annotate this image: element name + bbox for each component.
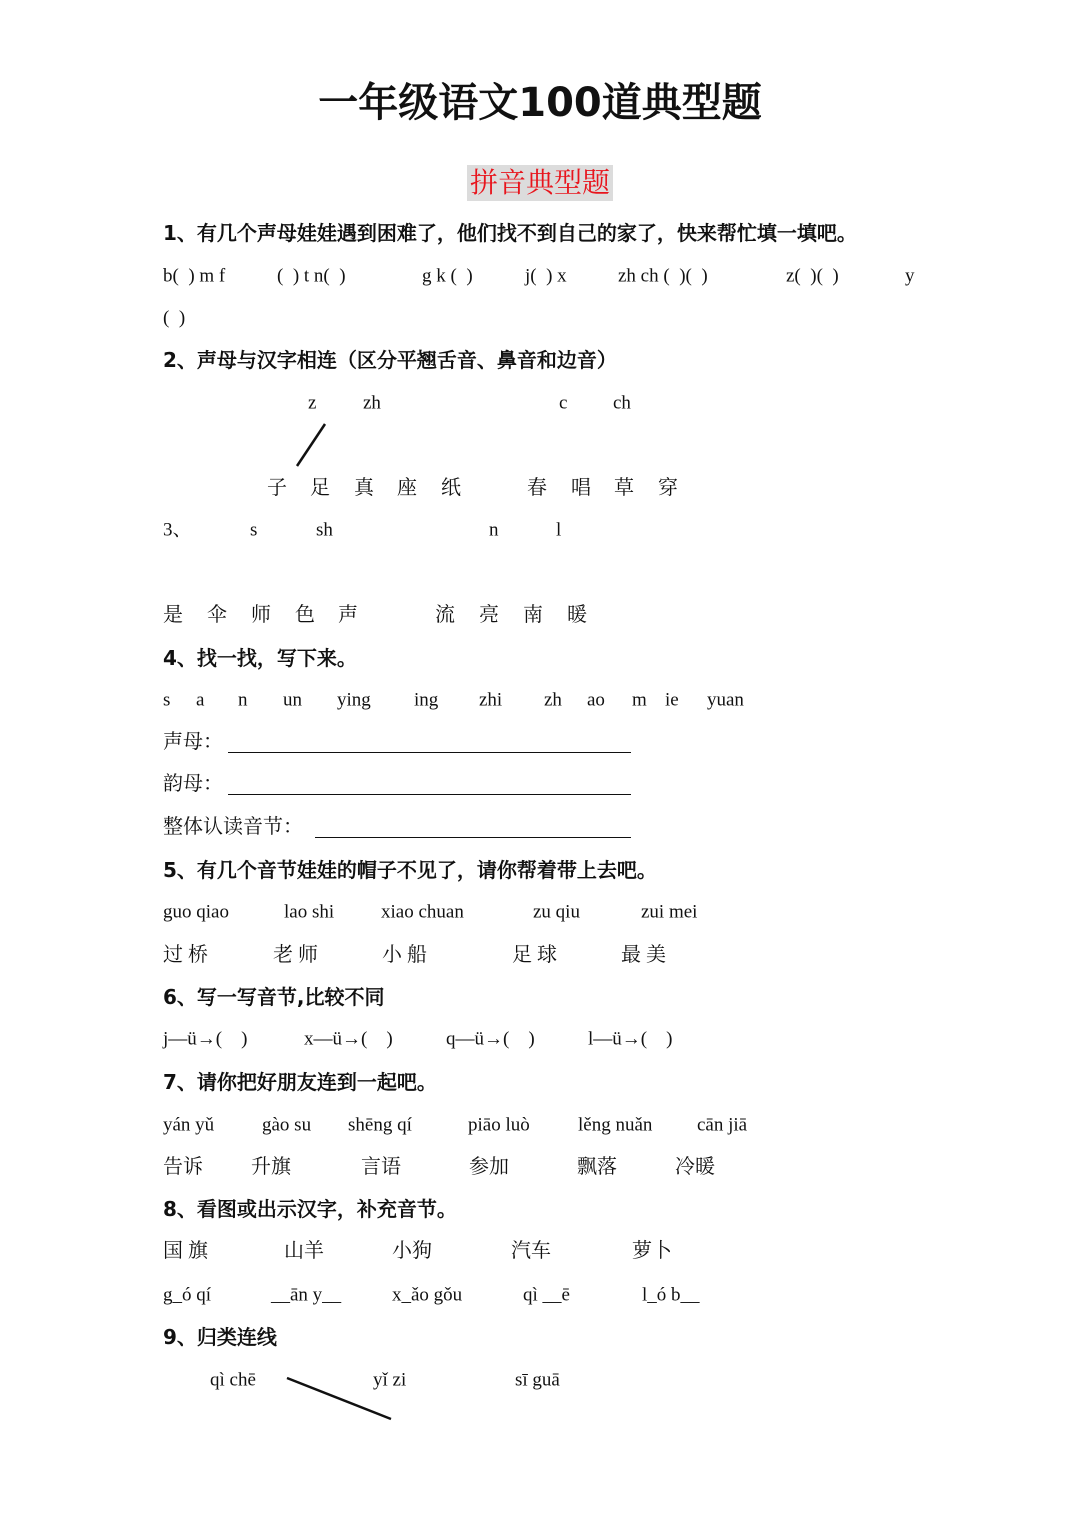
q8-word: 汽车	[511, 1240, 551, 1262]
q5-word: 最 美	[621, 944, 666, 966]
q7-word: 飘落	[577, 1156, 617, 1178]
q5-heading: 5、有几个音节娃娃的帽子不见了，请你帮着带上去吧。	[163, 858, 657, 882]
q3-char: 流	[435, 604, 455, 626]
q8-word: 国 旗	[163, 1240, 208, 1262]
q7-pinyin: cān jiā	[697, 1114, 748, 1136]
q4-item: yuan	[707, 689, 744, 711]
q3-char: 师	[251, 604, 271, 626]
q5-pinyin: zu qiu	[533, 901, 580, 923]
q3-label: 3、	[163, 519, 192, 541]
q3-char: 声	[338, 604, 358, 626]
q8-pinyin: g_ó qí	[163, 1284, 212, 1306]
q4-item: m	[632, 689, 647, 711]
q4-item: ing	[414, 689, 439, 711]
q8-word: 山羊	[284, 1240, 324, 1262]
q2-initial: c	[559, 392, 568, 414]
q1-blank: ( )	[163, 307, 186, 329]
q4-item: ying	[337, 689, 371, 711]
q2-char: 穿	[658, 477, 678, 499]
q9-pinyin: sī guā	[515, 1369, 560, 1391]
q7-pinyin: gào su	[262, 1114, 312, 1136]
q8-word: 小狗	[392, 1240, 432, 1262]
q7-pinyin: piāo luò	[468, 1114, 530, 1136]
q7-word: 言语	[361, 1156, 401, 1178]
connector-line-q2	[297, 424, 325, 466]
answer-line-initials[interactable]	[228, 752, 631, 753]
q2-char: 唱	[571, 477, 591, 499]
q5-word: 老 师	[273, 944, 318, 966]
q2-heading: 2、声母与汉字相连（区分平翘舌音、鼻音和边音）	[163, 348, 617, 372]
page-title: 一年级语文100道典型题	[318, 80, 762, 126]
q6-item: l—ü→( )	[588, 1028, 673, 1050]
q7-pinyin: shēng qí	[348, 1114, 412, 1136]
q4-heading: 4、找一找，写下来。	[163, 646, 357, 670]
q2-initial: ch	[613, 392, 631, 414]
q6-item: q—ü→( )	[446, 1028, 535, 1050]
q9-pinyin: yǐ zi	[373, 1369, 407, 1391]
q8-pinyin: __ān y__	[271, 1284, 342, 1306]
q1-item: zh ch ( )( )	[618, 265, 708, 287]
q9-pinyin: qì chē	[210, 1369, 256, 1391]
answer-line-finals[interactable]	[228, 794, 631, 795]
q2-initial: zh	[363, 392, 381, 414]
q1-item: g k ( )	[422, 265, 473, 287]
q8-pinyin: x_ǎo gǒu	[392, 1284, 463, 1306]
q5-pinyin: xiao chuan	[381, 901, 464, 923]
q4-item: s	[163, 689, 171, 711]
q4-item: zhi	[479, 689, 503, 711]
q4-item: zh	[544, 689, 562, 711]
q7-word: 冷暖	[675, 1156, 715, 1178]
q8-word: 萝卜	[632, 1240, 672, 1262]
q2-initial: z	[308, 392, 317, 414]
q1-item: z( )( )	[786, 265, 839, 287]
q3-char: 伞	[207, 604, 227, 626]
q2-char: 春	[527, 477, 547, 499]
q5-pinyin: guo qiao	[163, 901, 229, 923]
q3-initial: s	[250, 519, 258, 541]
q3-char: 南	[523, 604, 543, 626]
q4-field-label: 韵母：	[163, 773, 223, 795]
q8-pinyin: l_ó b__	[642, 1284, 700, 1306]
q6-item: x—ü→( )	[304, 1028, 393, 1050]
q3-initial: n	[489, 519, 499, 541]
q2-char: 草	[614, 477, 634, 499]
q1-item: ( ) t n( )	[277, 265, 346, 287]
q8-pinyin: qì __ē	[523, 1284, 570, 1306]
q3-initial: l	[556, 519, 562, 541]
q3-char: 是	[163, 604, 183, 626]
q7-pinyin: lěng nuǎn	[578, 1114, 653, 1136]
q7-pinyin: yán yǔ	[163, 1114, 215, 1136]
answer-line-whole-syllables[interactable]	[315, 837, 631, 838]
q7-word: 参加	[469, 1156, 509, 1178]
q7-word: 升旗	[251, 1156, 291, 1178]
q1-heading: 1、有几个声母娃娃遇到困难了，他们找不到自己的家了，快来帮忙填一填吧。	[163, 221, 857, 245]
q4-item: ao	[587, 689, 605, 711]
q6-item: j—ü→( )	[163, 1028, 248, 1050]
q2-char: 真	[354, 477, 374, 499]
q2-char: 纸	[441, 477, 461, 499]
q4-item: ie	[665, 689, 679, 711]
q4-field-label: 整体认读音节：	[163, 816, 303, 838]
q7-heading: 7、请你把好朋友连到一起吧。	[163, 1070, 437, 1094]
q3-initial: sh	[316, 519, 333, 541]
q9-heading: 9、归类连线	[163, 1325, 277, 1349]
q2-char: 座	[397, 477, 417, 499]
q1-item: j( ) x	[525, 265, 567, 287]
q2-char: 子	[267, 477, 287, 499]
q1-item: y	[905, 265, 915, 287]
q5-pinyin: lao shi	[284, 901, 335, 923]
q3-char: 暖	[567, 604, 587, 626]
q4-item: un	[283, 689, 302, 711]
q3-char: 色	[295, 604, 315, 626]
q8-heading: 8、看图或出示汉字，补充音节。	[163, 1197, 457, 1221]
q4-item: a	[196, 689, 205, 711]
q4-field-label: 声母：	[163, 731, 223, 753]
q4-item: n	[238, 689, 248, 711]
q5-word: 小 船	[382, 944, 427, 966]
q2-char: 足	[310, 477, 330, 499]
q3-char: 亮	[479, 604, 499, 626]
q6-heading: 6、写一写音节,比较不同	[163, 985, 385, 1009]
q5-word: 足 球	[512, 944, 557, 966]
q5-pinyin: zui mei	[641, 901, 698, 923]
section-title: 拼音典型题	[467, 165, 613, 201]
q7-word: 告诉	[163, 1156, 203, 1178]
q5-word: 过 桥	[163, 944, 208, 966]
q1-item: b( ) m f	[163, 265, 226, 287]
